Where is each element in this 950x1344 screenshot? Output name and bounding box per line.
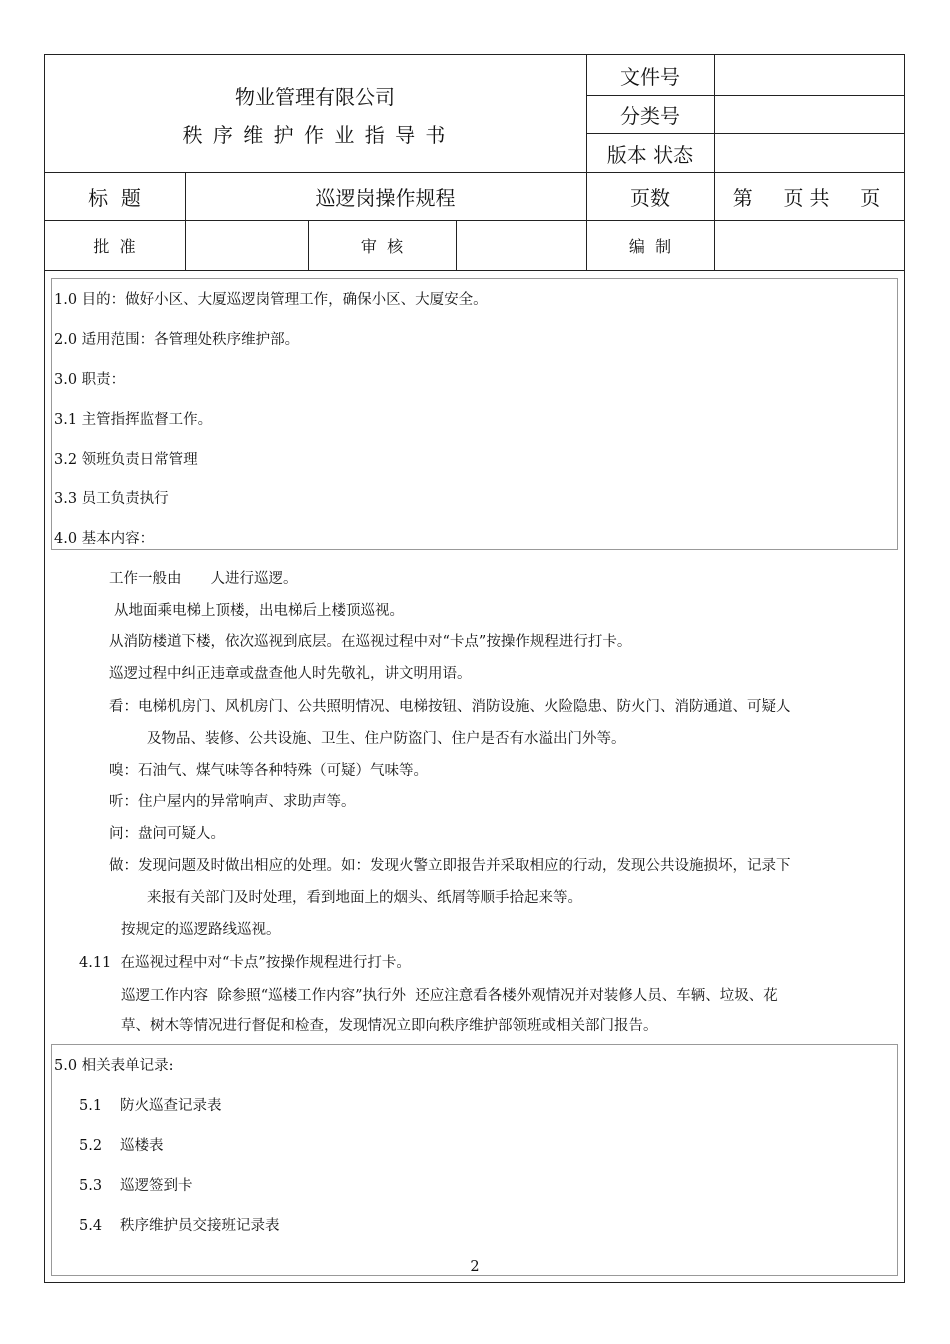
record-number: 5.4 [79,1218,103,1234]
version-label: 版本 状态 [606,142,694,167]
content-line: 4.11 在巡视过程中对“卡点”按操作规程进行打卡。 [79,955,411,971]
content-line: 按规定的巡逻路线巡视。 [121,922,281,938]
record-number: 5.3 [79,1178,103,1194]
record-name: 防火巡查记录表 [120,1098,222,1114]
approve-value [185,220,308,270]
record-number: 5.1 [79,1098,103,1114]
review-label: 审 核 [360,236,404,256]
page-number: 2 [470,1259,480,1275]
content-line: 听：住户屋内的异常响声、求助声等。 [109,794,356,810]
category-label: 分类号 [620,104,680,128]
title-label: 标 题 [88,185,141,210]
compile-value [714,220,905,270]
record-name: 秩序维护员交接班记录表 [120,1218,280,1234]
duty-supervisor: 3.1 主管指挥监督工作。 [54,412,213,428]
basic-content-heading: 4.0 基本内容： [54,531,155,547]
file-number-label: 文件号 [620,64,680,89]
compile-label: 编 制 [628,236,672,256]
document-type: 秩 序 维 护 作 业 指 导 书 [182,122,448,147]
duty-staff: 3.3 员工负责执行 [54,491,169,507]
category-value [714,96,905,133]
purpose-line: 1.0 目的：做好小区、大厦巡逻岗管理工作，确保小区、大厦安全。 [54,292,488,308]
review-value [456,220,586,270]
content-line: 从地面乘电梯上顶楼，出电梯后上楼顶巡视。 [114,603,404,619]
content-line: 从消防楼道下楼，依次巡视到底层。在巡视过程中对“卡点”按操作规程进行打卡。 [109,634,632,650]
record-name: 巡逻签到卡 [120,1178,193,1194]
content-line: 问：盘问可疑人。 [109,826,225,842]
content-line: 工作一般由 人进行巡逻。 [109,571,298,587]
approve-label: 批 准 [93,236,136,256]
content-line: 草、树木等情况进行督促和检查，发现情况立即向秩序维护部领班或相关部门报告。 [121,1018,658,1034]
version-value [714,134,905,172]
records-heading: 5.0 相关表单记录: [54,1058,174,1074]
content-line: 嗅：石油气、煤气味等各种特殊（可疑）气味等。 [109,763,428,779]
duties-heading: 3.0 职责： [54,372,126,388]
content-line: 看：电梯机房门、风机房门、公共照明情况、电梯按钮、消防设施、火险隐患、防火门、消防通道、可疑人 [109,699,791,715]
records-box [51,1044,898,1276]
scope-line: 2.0 适用范围：各管理处秩序维护部。 [54,332,300,348]
content-line: 巡逻工作内容 除参照“巡楼工作内容”执行外 还应注意看各楼外观情况并对装修人员、车辆、垃圾、花 [121,988,778,1004]
company-name: 物业管理有限公司 [235,84,395,109]
record-name: 巡楼表 [120,1138,164,1154]
pages-label: 页数 [630,185,670,210]
record-number: 5.2 [79,1138,103,1154]
divider [44,270,905,271]
pages-value: 第 页共 页 [732,185,887,210]
content-line: 做：发现问题及时做出相应的处理。如：发现火警立即报告并采取相应的行动，发现公共设施损坏，记录下 [109,858,791,874]
content-line: 巡逻过程中纠正违章或盘查他人时先敬礼，讲文明用语。 [109,666,472,682]
duty-leader: 3.2 领班负责日常管理 [54,452,198,468]
content-line: 来报有关部门及时处理，看到地面上的烟头、纸屑等顺手拾起来等。 [147,890,582,906]
file-number-value [714,56,905,94]
content-line: 及物品、装修、公共设施、卫生、住户防盗门、住户是否有水溢出门外等。 [147,731,626,747]
title-value: 巡逻岗操作规程 [315,185,456,210]
